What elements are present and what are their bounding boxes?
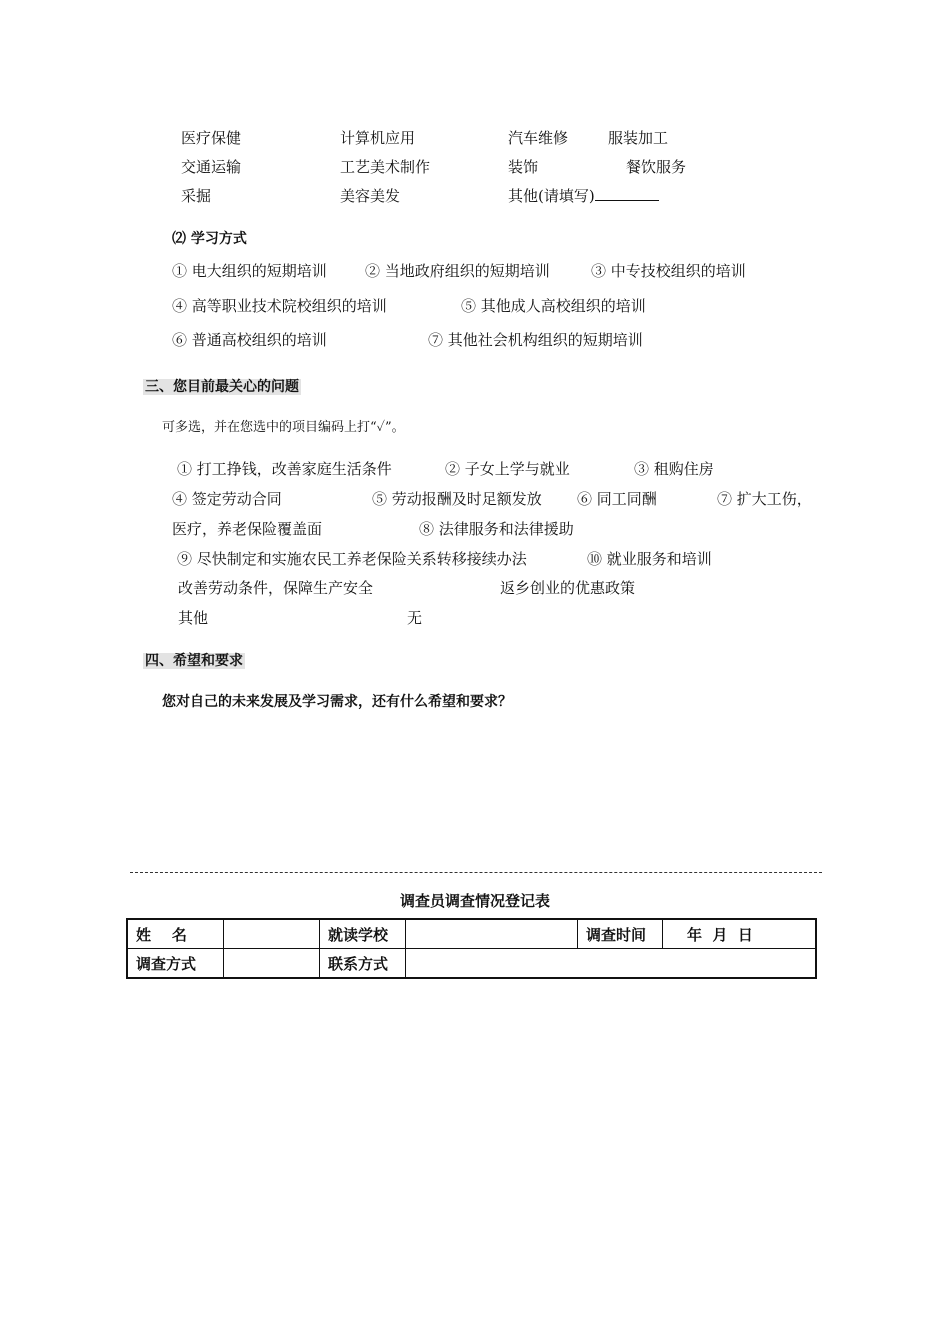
registration-table [126, 918, 817, 979]
industry-option: 美容美发 [340, 187, 401, 205]
table-row [127, 919, 816, 949]
study-option: ⑤ 其他成人高校组织的培训 [461, 297, 646, 315]
fill-in-blank[interactable] [595, 186, 659, 201]
contact-cell[interactable] [406, 949, 817, 979]
dashed-divider [130, 872, 822, 873]
concern-option: 其他 [178, 609, 209, 627]
concern-option: ⑧ 法律服务和法律援助 [419, 520, 574, 538]
industry-option: 装饰 [508, 158, 539, 176]
study-option: ⑦ 其他社会机构组织的短期培训 [428, 331, 643, 349]
concern-option: ⑥ 同工同酬 [577, 490, 657, 508]
industry-option: 医疗保健 [181, 129, 242, 147]
concern-option: 改善劳动条件，保障生产安全 [178, 579, 374, 597]
section-4-heading-text: 四、希望和要求 [145, 653, 243, 669]
industry-option: 工艺美术制作 [340, 158, 431, 176]
section-4-heading [143, 651, 245, 671]
study-method-heading: ⑵ 学习方式 [172, 231, 247, 247]
industry-other-label: 其他(请填写) [508, 187, 595, 205]
concern-option: ③ 租购住房 [634, 460, 714, 478]
study-option: ③ 中专技校组织的培训 [591, 262, 746, 280]
industry-other-option [508, 186, 659, 206]
section-3-heading-text: 三、您目前最关心的问题 [145, 379, 299, 395]
concern-option: 无 [407, 609, 423, 627]
study-option: ⑥ 普通高校组织的培训 [172, 331, 327, 349]
section-3-heading [143, 377, 301, 397]
contact-label: 联系方式 [320, 949, 406, 979]
study-option: ④ 高等职业技术院校组织的培训 [172, 297, 387, 315]
section-4-question: 您对自己的未来发展及学习需求，还有什么希望和要求？ [162, 694, 512, 710]
industry-option: 计算机应用 [340, 129, 416, 147]
concern-option: ① 打工挣钱，改善家庭生活条件 [177, 460, 392, 478]
concern-option: ⑦ 扩大工伤， [717, 490, 812, 508]
industry-option: 采掘 [181, 187, 212, 205]
study-option: ② 当地政府组织的短期培训 [365, 262, 550, 280]
concern-option: ④ 签定劳动合同 [172, 490, 282, 508]
concern-option: ⑩ 就业服务和培训 [587, 550, 712, 568]
table-row [127, 949, 816, 979]
concern-option: ② 子女上学与就业 [445, 460, 570, 478]
concern-option: ⑨ 尽快制定和实施农民工养老保险关系转移接续办法 [177, 550, 527, 568]
industry-option: 交通运输 [181, 158, 242, 176]
concern-option: 医疗，养老保险覆盖面 [172, 520, 323, 538]
concern-option: 返乡创业的优惠政策 [500, 579, 636, 597]
survey-date-cell[interactable]: 年 月 日 [663, 919, 817, 949]
industry-option: 服装加工 [608, 129, 669, 147]
survey-time-label: 调查时间 [578, 919, 663, 949]
section-3-instruction: 可多选，并在您选中的项目编码上打“✓”。 [162, 420, 405, 435]
survey-method-label: 调查方式 [127, 949, 224, 979]
school-cell[interactable] [406, 919, 578, 949]
study-option: ① 电大组织的短期培训 [172, 262, 327, 280]
school-label: 就读学校 [320, 919, 406, 949]
name-cell[interactable] [224, 919, 320, 949]
industry-option: 餐饮服务 [626, 158, 687, 176]
registration-title: 调查员调查情况登记表 [399, 892, 550, 910]
concern-option: ⑤ 劳动报酬及时足额发放 [372, 490, 542, 508]
name-label: 姓 名 [127, 919, 224, 949]
survey-method-cell[interactable] [224, 949, 320, 979]
industry-option: 汽车维修 [508, 129, 569, 147]
